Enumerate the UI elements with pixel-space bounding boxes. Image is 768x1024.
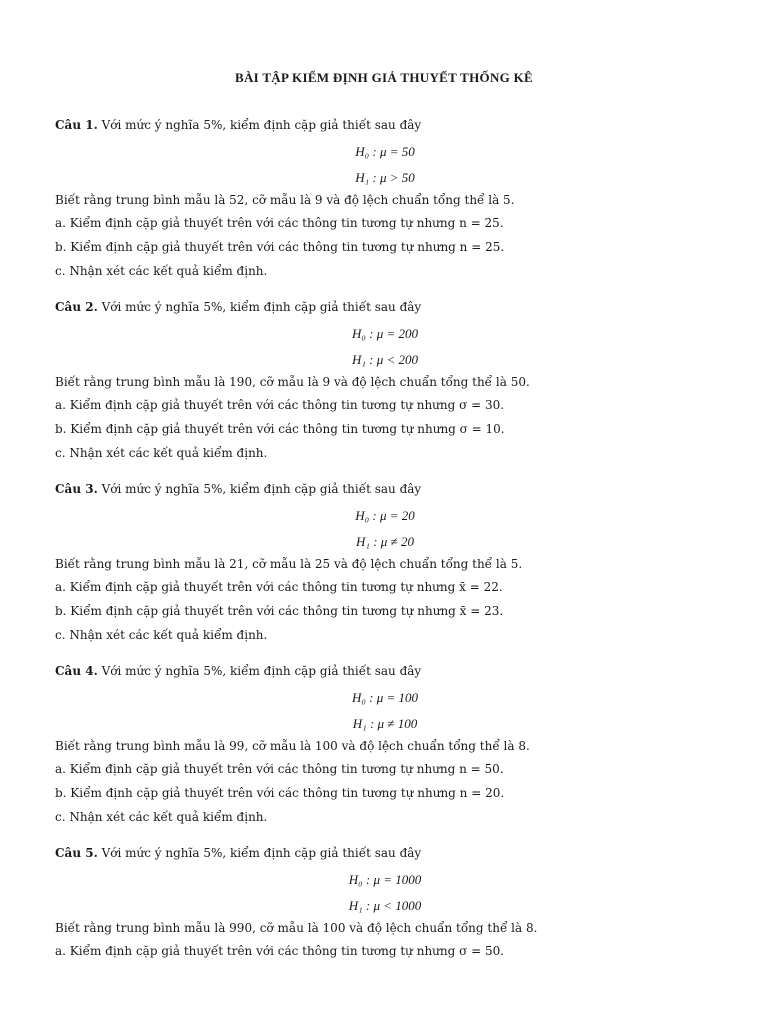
problem-intro (55, 299, 421, 315)
alternative-hypothesis: H₁ : μ < 1000 (348, 898, 422, 913)
given-info: Biết rằng trung bình mẫu là 99, cỡ mẫu là 100 và độ lệch chuẩn tổng thể là 8. (55, 739, 530, 753)
problem-intro-text: Với mức ý nghĩa 5%, kiểm định cặp giả thiết sau đây (101, 300, 422, 314)
problem-intro (55, 663, 421, 679)
null-hypothesis: H₀ : μ = 1000 (348, 872, 422, 887)
sub-question-c: c. Nhận xét các kết quả kiểm định. (55, 446, 268, 460)
sub-question-c: c. Nhận xét các kết quả kiểm định. (55, 264, 268, 278)
sub-question-c: c. Nhận xét các kết quả kiểm định. (55, 628, 268, 642)
sub-question-b: b. Kiểm định cặp giả thuyết trên với các thông tin tương tự nhưng n = 25. (55, 240, 505, 254)
problem-label: Câu 1. (55, 118, 98, 132)
problem-intro-text: Với mức ý nghĩa 5%, kiểm định cặp giả thiết sau đây (101, 846, 422, 860)
sub-question-a: a. Kiểm định cặp giả thuyết trên với các thông tin tương tự nhưng n = 50. (55, 762, 504, 776)
given-info: Biết rằng trung bình mẫu là 52, cỡ mẫu là 9 và độ lệch chuẩn tổng thể là 5. (55, 193, 515, 207)
null-hypothesis: H₀ : μ = 50 (355, 144, 415, 159)
given-info: Biết rằng trung bình mẫu là 190, cỡ mẫu là 9 và độ lệch chuẩn tổng thể là 50. (55, 375, 530, 389)
problem-intro-text: Với mức ý nghĩa 5%, kiểm định cặp giả thiết sau đây (101, 482, 422, 496)
alternative-hypothesis: H₁ : μ > 50 (355, 170, 415, 185)
sub-question-b: b. Kiểm định cặp giả thuyết trên với các thông tin tương tự nhưng n = 20. (55, 786, 505, 800)
problem-label: Câu 4. (55, 664, 98, 678)
sub-question-c: c. Nhận xét các kết quả kiểm định. (55, 810, 268, 824)
problem-label: Câu 3. (55, 482, 98, 496)
problem-intro-text: Với mức ý nghĩa 5%, kiểm định cặp giả thiết sau đây (101, 118, 422, 132)
problem-intro-text: Với mức ý nghĩa 5%, kiểm định cặp giả thiết sau đây (101, 664, 422, 678)
given-info: Biết rằng trung bình mẫu là 990, cỡ mẫu là 100 và độ lệch chuẩn tổng thể là 8. (55, 921, 538, 935)
problem-label: Câu 5. (55, 846, 98, 860)
sub-question-a: a. Kiểm định cặp giả thuyết trên với các thông tin tương tự nhưng x̄ = 22. (55, 580, 503, 594)
sub-question-a: a. Kiểm định cặp giả thuyết trên với các thông tin tương tự nhưng σ = 30. (55, 398, 505, 412)
null-hypothesis: H₀ : μ = 100 (351, 690, 419, 705)
problem-intro (55, 845, 421, 861)
null-hypothesis: H₀ : μ = 200 (351, 326, 419, 341)
alternative-hypothesis: H₁ : μ < 200 (351, 352, 419, 367)
problem-intro (55, 481, 421, 497)
sub-question-a: a. Kiểm định cặp giả thuyết trên với các thông tin tương tự nhưng σ = 50. (55, 944, 505, 958)
given-info: Biết rằng trung bình mẫu là 21, cỡ mẫu là 25 và độ lệch chuẩn tổng thể là 5. (55, 557, 523, 571)
sub-question-b: b. Kiểm định cặp giả thuyết trên với các thông tin tương tự nhưng x̄ = 23. (55, 604, 504, 618)
alternative-hypothesis: H₁ : μ ≠ 100 (352, 716, 418, 731)
problem-label: Câu 2. (55, 300, 98, 314)
null-hypothesis: H₀ : μ = 20 (355, 508, 415, 523)
problem-intro (55, 117, 421, 133)
sub-question-b: b. Kiểm định cặp giả thuyết trên với các thông tin tương tự nhưng σ = 10. (55, 422, 505, 436)
alternative-hypothesis: H₁ : μ ≠ 20 (356, 534, 414, 549)
document-title: BÀI TẬP KIỂM ĐỊNH GIẢ THUYẾT THỐNG KÊ (234, 70, 533, 85)
sub-question-a: a. Kiểm định cặp giả thuyết trên với các thông tin tương tự nhưng n = 25. (55, 216, 504, 230)
